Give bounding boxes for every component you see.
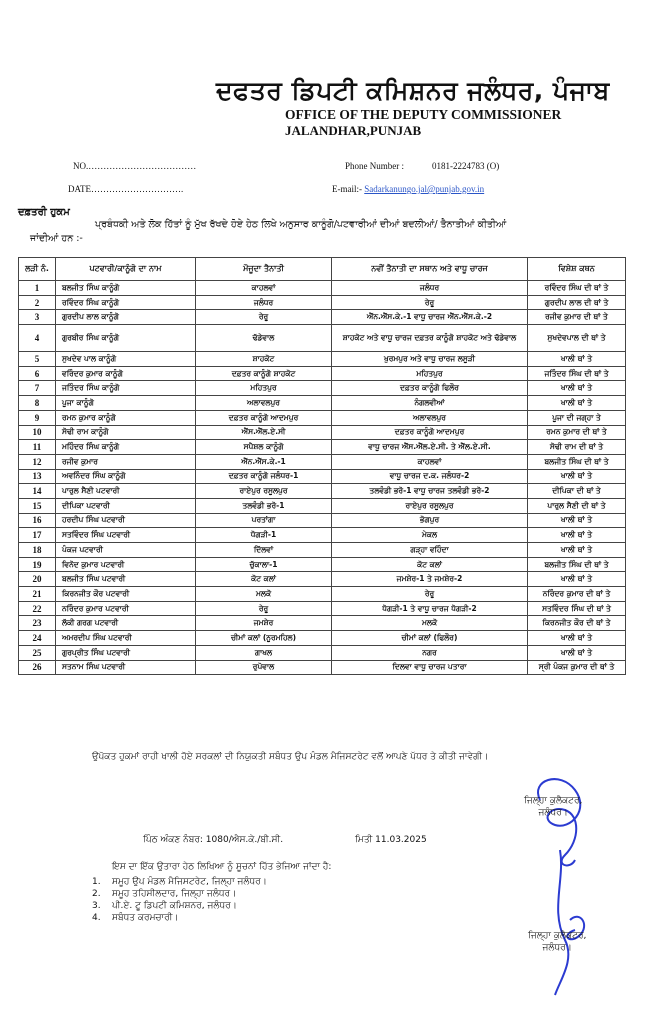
current-posting-cell: ਦਫ਼ਤਰ ਕਾਨੂੰਗੋ ਆਦਮਪੁਰ: [196, 410, 332, 425]
remarks-cell: ਖਾਲੀ ਥਾਂ ਤੇ: [528, 513, 626, 528]
serial-cell: 13: [19, 469, 56, 484]
serial-cell: 24: [19, 631, 56, 646]
list-item: 3. ਪੀ.ਏ. ਟੂ ਡਿਪਟੀ ਕਮਿਸ਼ਨਰ, ਜਲੰਧਰ।: [92, 901, 237, 911]
current-posting-cell: ਦਿੱਲਵਾਂ: [196, 543, 332, 558]
table-row: [19, 543, 626, 558]
serial-cell: 12: [19, 454, 56, 469]
header-serial: ਲੜੀ ਨੰ.: [19, 258, 56, 281]
name-cell: ਅਵਨਿੰਦਰ ਸਿੰਘ ਕਾਨੂੰਗੋ: [56, 469, 196, 484]
new-posting-cell: ਮਹਿਤਪੁਰ: [332, 366, 528, 381]
letter-number: NO.………………………………: [73, 161, 197, 171]
new-posting-cell: ਐੱਨ.ਐੱਸ.ਕੇ.-1 ਵਾਧੂ ਚਾਰਜ ਐੱਨ.ਐੱਸ.ਕੇ.-2: [332, 310, 528, 325]
remarks-cell: ਪੂਜਾ ਦੀ ਜਗ੍ਹਾ ਤੇ: [528, 410, 626, 425]
name-cell: ਬਲਜੀਤ ਸਿੰਘ ਕਾਨੂੰਗੋ: [56, 281, 196, 296]
remarks-cell: ਰਵਿੰਦਰ ਸਿੰਘ ਦੀ ਥਾਂ ਤੇ: [528, 281, 626, 296]
new-posting-cell: ਜਮਸ਼ੇਰ-1 ਤੇ ਜਮਸ਼ੇਰ-2: [332, 572, 528, 587]
current-posting-cell: ਤਲਵੰਡੀ ਭਰੋ-1: [196, 498, 332, 513]
name-cell: ਰਵਿੰਦਰ ਸਿੰਘ ਕਾਨੂੰਗੋ: [56, 295, 196, 310]
remarks-cell: ਖਾਲੀ ਥਾਂ ਤੇ: [528, 645, 626, 660]
table-row: [19, 587, 626, 602]
current-posting-cell: ਸ਼ਾਹਕੋਟ: [196, 352, 332, 367]
current-posting-cell: ਜਲੰਧਰ: [196, 295, 332, 310]
header-new-posting: ਨਵੀਂ ਤੈਨਾਤੀ ਦਾ ਸਥਾਨ ਅਤੇ ਵਾਧੂ ਚਾਰਜ: [332, 258, 528, 281]
remarks-cell: ਰਮਨ ਕੁਮਾਰ ਦੀ ਥਾਂ ਤੇ: [528, 425, 626, 440]
new-posting-cell: ਤਲਵੰਡੀ ਭਰੋ-1 ਵਾਧੂ ਚਾਰਜ ਤਲਵੰਡੀ ਭਰੋ-2: [332, 484, 528, 499]
signature-title: ਜਿਲ੍ਹਾ ਕੁਲੈਕਟਰ,: [524, 796, 583, 806]
new-posting-cell: ਕੋਟ ਕਲਾਂ: [332, 557, 528, 572]
serial-cell: 23: [19, 616, 56, 631]
current-posting-cell: ਚੀਮਾਂ ਕਲਾਂ (ਨੂਰਮਹਿਲ): [196, 631, 332, 646]
serial-cell: 25: [19, 645, 56, 660]
signature-block: [524, 795, 582, 819]
current-posting-cell: ਐੱਨ.ਐੱਸ.ਕੇ.-1: [196, 454, 332, 469]
remarks-cell: ਪਾਰੁਲ ਸੈਣੀ ਦੀ ਥਾਂ ਤੇ: [528, 498, 626, 513]
new-posting-cell: ਚੀਮਾਂ ਕਲਾਂ (ਫਿਲੌਰ): [332, 631, 528, 646]
table-row: [19, 281, 626, 296]
name-cell: ਲੱਕੀ ਗਰਗ ਪਟਵਾਰੀ: [56, 616, 196, 631]
serial-cell: 26: [19, 660, 56, 675]
email-label: E-mail:-: [332, 184, 362, 194]
serial-cell: 21: [19, 587, 56, 602]
signature-place-2: ਜਲੰਧਰ।: [542, 943, 572, 953]
new-posting-cell: ਖੁਰਮਪੁਰ ਅਤੇ ਵਾਧੂ ਚਾਰਜ ਲਸੂੜੀ: [332, 352, 528, 367]
name-cell: ਜਤਿੰਦਰ ਸਿੰਘ ਕਾਨੂੰਗੋ: [56, 381, 196, 396]
table-row: [19, 366, 626, 381]
remarks-cell: ਸੋਢੀ ਰਾਮ ਦੀ ਥਾਂ ਤੇ: [528, 440, 626, 455]
order-heading: ਦਫ਼ਤਰੀ ਹੁਕਮ: [18, 207, 70, 218]
current-posting-cell: ਜਮਸ਼ੇਰ: [196, 616, 332, 631]
new-posting-cell: ਨੰਗਲਵੀਆਂ: [332, 396, 528, 411]
office-title-english: OFFICE OF THE DEPUTY COMMISSIONER: [285, 107, 562, 122]
transfer-table: [18, 257, 626, 675]
current-posting-cell: ਚੁੱਕਾਲਾ-1: [196, 557, 332, 572]
serial-cell: 17: [19, 528, 56, 543]
remarks-cell: ਖਾਲੀ ਥਾਂ ਤੇ: [528, 572, 626, 587]
current-posting-cell: ਰੁਪੋਵਾਲ: [196, 660, 332, 675]
table-row: [19, 425, 626, 440]
phone-value: 0181-2224783 (O): [432, 161, 500, 171]
serial-cell: 3: [19, 310, 56, 325]
table-row: [19, 454, 626, 469]
new-posting-cell: ਮਲਕੋ: [332, 616, 528, 631]
remarks-cell: ਰਜੀਵ ਕੁਮਾਰ ਦੀ ਥਾਂ ਤੇ: [528, 310, 626, 325]
table-header-row: [19, 258, 626, 281]
new-posting-cell: ਦਿਲਵਾ ਵਾਧੂ ਚਾਰਜ ਪਤਾਰਾ: [332, 660, 528, 675]
name-cell: ਸੋਢੀ ਰਾਮ ਕਾਨੂੰਗੋ: [56, 425, 196, 440]
current-posting-cell: ਰਾਏਪੁਰ ਰਸੂਲਪੁਰ: [196, 484, 332, 499]
table-row: [19, 381, 626, 396]
serial-cell: 6: [19, 366, 56, 381]
remarks-cell: ਬਲਜੀਤ ਸਿੰਘ ਦੀ ਥਾਂ ਤੇ: [528, 557, 626, 572]
current-posting-cell: ਦਫ਼ਤਰ ਕਾਨੂੰਗੋ ਸ਼ਾਹਕੋਟ: [196, 366, 332, 381]
name-cell: ਰਮਨ ਕੁਮਾਰ ਕਾਨੂੰਗੋ: [56, 410, 196, 425]
name-cell: ਨਰਿੰਦਰ ਕੁਮਾਰ ਪਟਵਾਰੀ: [56, 601, 196, 616]
list-item: 1. ਸਮੂਹ ਉਪ ਮੰਡਲ ਮੈਜਿਸਟਰੇਟ, ਜਿਲ੍ਹਾ ਜਲੰਧਰ।: [92, 877, 267, 887]
remarks-cell: ਸੁਖਦੇਵਪਾਲ ਦੀ ਥਾਂ ਤੇ: [528, 325, 626, 352]
signature-place: ਜਲੰਧਰ।: [538, 808, 568, 818]
name-cell: ਅਮਰਦੀਪ ਸਿੰਘ ਪਟਵਾਰੀ: [56, 631, 196, 646]
letter-date: DATE………………………….: [68, 184, 184, 194]
remarks-cell: ਦੀਪਿਕਾ ਦੀ ਥਾਂ ਤੇ: [528, 484, 626, 499]
serial-cell: 16: [19, 513, 56, 528]
table-row: [19, 310, 626, 325]
current-posting-cell: ਰੇਰੂ: [196, 601, 332, 616]
table-row: [19, 396, 626, 411]
current-posting-cell: ਕੋਟ ਕਲਾਂ: [196, 572, 332, 587]
name-cell: ਪੂਜਾ ਕਾਨੂੰਗੋ: [56, 396, 196, 411]
table-row: [19, 440, 626, 455]
current-posting-cell: ਰੇਰੂ: [196, 310, 332, 325]
email-link[interactable]: Sadarkanungo.jal@punjab.gov.in: [364, 184, 485, 194]
table-row: [19, 469, 626, 484]
name-cell: ਗੁਰਬੀਰ ਸਿੰਘ ਕਾਨੂੰਗੋ: [56, 325, 196, 352]
remarks-cell: ਕਿਰਨਜੀਤ ਕੌਰ ਦੀ ਥਾਂ ਤੇ: [528, 616, 626, 631]
table-row: [19, 295, 626, 310]
copy-list: [92, 876, 267, 924]
table-row: [19, 513, 626, 528]
name-cell: ਸੁਖਦੇਵ ਪਾਲ ਕਾਨੂੰਗੋ: [56, 352, 196, 367]
current-posting-cell: ਧੋਗੜੀ-1: [196, 528, 332, 543]
current-posting-cell: ਮਲਕੋ: [196, 587, 332, 602]
new-posting-cell: ਨਗਰ: [332, 645, 528, 660]
name-cell: ਸਤਵਿੰਦਰ ਸਿੰਘ ਪਟਵਾਰੀ: [56, 528, 196, 543]
remarks-cell: ਖਾਲੀ ਥਾਂ ਤੇ: [528, 352, 626, 367]
table-row: [19, 572, 626, 587]
new-posting-cell: ਮੇਕਲ: [332, 528, 528, 543]
table-row: [19, 528, 626, 543]
remarks-cell: ਖਾਲੀ ਥਾਂ ਤੇ: [528, 381, 626, 396]
serial-cell: 8: [19, 396, 56, 411]
footer-note: ਉਪੋਕਤ ਹੁਕਮਾਂ ਰਾਹੀ ਖਾਲੀ ਹੋਏ ਸਰਕਲਾਂ ਦੀ ਨਿਯੁਕਤੀ ਸਬੰਧਤ ਉਪ ਮੰਡਲ ਮੈਜਿਸਟਰੇਟ ਵਲੋਂ ਆਪਣੇ ਪੱਧਰ ਤੇ ਕੀਤੀ ਜਾਵੇਗੀ।: [92, 752, 489, 762]
new-posting-cell: ਰੇਰੂ: [332, 295, 528, 310]
signature-block-2: [528, 930, 586, 954]
remarks-cell: ਸ੍ਰੀ ਪੰਕਜ ਕੁਮਾਰ ਦੀ ਥਾਂ ਤੇ: [528, 660, 626, 675]
name-cell: ਬਲਜੀਤ ਸਿੰਘ ਪਟਵਾਰੀ: [56, 572, 196, 587]
new-posting-cell: ਸ਼ਾਹਕੋਟ ਅਤੇ ਵਾਧੂ ਚਾਰਜ ਦਫ਼ਤਰ ਕਾਨੂੰਗੋ ਸ਼ਾਹਕੋਟ ਅਤੇ ਢੱਡੇਵਾਲ: [332, 325, 528, 352]
remarks-cell: ਖਾਲੀ ਥਾਂ ਤੇ: [528, 528, 626, 543]
endorsement-number: ਪਿੰਠ ਅੰਕਣ ਨੰਬਰ: 1080/ਐਸ.ਕੇ./ਬੀ.ਸੀ.: [143, 835, 284, 845]
remarks-cell: ਖਾਲੀ ਥਾਂ ਤੇ: [528, 469, 626, 484]
serial-cell: 10: [19, 425, 56, 440]
serial-cell: 4: [19, 325, 56, 352]
table-row: [19, 410, 626, 425]
table-row: [19, 498, 626, 513]
email-row: [332, 184, 484, 194]
remarks-cell: ਜਤਿੰਦਰ ਸਿੰਘ ਦੀ ਥਾਂ ਤੇ: [528, 366, 626, 381]
name-cell: ਗੁਰਦੀਪ ਲਾਲ ਕਾਨੂੰਗੋ: [56, 310, 196, 325]
table-row: [19, 352, 626, 367]
current-posting-cell: ਦਫ਼ਤਰ ਕਾਨੂੰਗੋ ਜਲੰਧਰ-1: [196, 469, 332, 484]
remarks-cell: ਨਰਿੰਦਰ ਕੁਮਾਰ ਦੀ ਥਾਂ ਤੇ: [528, 587, 626, 602]
copy-intro: ਇਸ ਦਾ ਇੱਕ ਉਤਾਰਾ ਹੇਠ ਲਿਖਿਆ ਨੂੰ ਸੂਚਨਾਂ ਹਿੱਤ ਭੇਜਿਆ ਜਾਂਦਾ ਹੈ:: [112, 862, 332, 872]
new-posting-cell: ਅਲਾਵਲਪੁਰ: [332, 410, 528, 425]
name-cell: ਵਰਿੰਦਰ ਕੁਮਾਰ ਕਾਨੂੰਗੋ: [56, 366, 196, 381]
name-cell: ਦੀਪਿਕਾ ਪਟਵਾਰੀ: [56, 498, 196, 513]
order-intro: ਪ੍ਰਬੰਧਕੀ ਅਤੇ ਲੋਕ ਹਿੱਤਾਂ ਨੂੰ ਮੁੱਖ ਰੱਖਦੇ ਹੋਏ ਹੇਠ ਲਿਖੇ ਅਨੁਸਾਰ ਕਾਨੂੰਗੋ/ਪਟਵਾਰੀਆਂ ਦੀਆਂ ਬਦਲੀਆਂ/ ਤੈਨਾਤੀਆਂ ਕੀਤੀਆਂ: [95, 219, 507, 230]
signature-title-2: ਜਿਲ੍ਹਾ ਕੁਲੈਕਟਰ,: [528, 931, 587, 941]
current-posting-cell: ਕਾਹਲਵਾਂ: [196, 281, 332, 296]
name-cell: ਵਿਨੋਦ ਕੁਮਾਰ ਪਟਵਾਰੀ: [56, 557, 196, 572]
name-cell: ਪੰਕਜ ਪਟਵਾਰੀ: [56, 543, 196, 558]
new-posting-cell: ਜਲੰਧਰ: [332, 281, 528, 296]
serial-cell: 19: [19, 557, 56, 572]
current-posting-cell: ਪਰਤਾਂਗਾ: [196, 513, 332, 528]
remarks-cell: ਸਤਵਿੰਦਰ ਸਿੰਘ ਦੀ ਥਾਂ ਤੇ: [528, 601, 626, 616]
name-cell: ਹਰਦੀਪ ਸਿੰਘ ਪਟਵਾਰੀ: [56, 513, 196, 528]
current-posting-cell: ਐੱਸ.ਐੱਲ.ਏ.ਸੀ: [196, 425, 332, 440]
name-cell: ਮਹਿੰਦਰ ਸਿੰਘ ਕਾਨੂੰਗੋ: [56, 440, 196, 455]
table-row: [19, 557, 626, 572]
serial-cell: 18: [19, 543, 56, 558]
new-posting-cell: ਦਫ਼ਤਰ ਕਾਨੂੰਗੋ ਫਿਲੌਰ: [332, 381, 528, 396]
new-posting-cell: ਭੋਗਪੁਰ: [332, 513, 528, 528]
table-row: [19, 616, 626, 631]
name-cell: ਸਤਨਾਮ ਸਿੰਘ ਪਟਵਾਰੀ: [56, 660, 196, 675]
serial-cell: 5: [19, 352, 56, 367]
endorsement-date: ਮਿਤੀ 11.03.2025: [355, 835, 427, 845]
new-posting-cell: ਧੋਗੜੀ-1 ਤੇ ਵਾਧੂ ਚਾਰਜ ਧੋਗੜੀ-2: [332, 601, 528, 616]
table-row: [19, 631, 626, 646]
table-row: [19, 601, 626, 616]
remarks-cell: ਬਲਜੀਤ ਸਿੰਘ ਦੀ ਥਾਂ ਤੇ: [528, 454, 626, 469]
current-posting-cell: ਢੱਡੇਵਾਲ: [196, 325, 332, 352]
new-posting-cell: ਵਾਧੂ ਚਾਰਜ ਦ.ਕ. ਜਲੰਧਰ-2: [332, 469, 528, 484]
header-remarks: ਵਿਸ਼ੇਸ਼ ਕਥਨ: [528, 258, 626, 281]
table-row: [19, 325, 626, 352]
serial-cell: 2: [19, 295, 56, 310]
name-cell: ਗੁਰਪ੍ਰੀਤ ਸਿੰਘ ਪਟਵਾਰੀ: [56, 645, 196, 660]
current-posting-cell: ਮਹਿਤਪੁਰ: [196, 381, 332, 396]
remarks-cell: ਖਾਲੀ ਥਾਂ ਤੇ: [528, 631, 626, 646]
table-row: [19, 645, 626, 660]
serial-cell: 15: [19, 498, 56, 513]
list-item: 4. ਸਬੰਧਤ ਕਰਮਚਾਰੀ।: [92, 913, 179, 923]
new-posting-cell: ਦਫ਼ਤਰ ਕਾਨੂੰਗੋ ਆਦਮਪੁਰ: [332, 425, 528, 440]
current-posting-cell: ਸਪੈਸ਼ਲ ਕਾਨੂੰਗੋ: [196, 440, 332, 455]
current-posting-cell: ਅਲਾਵਲਪੁਰ: [196, 396, 332, 411]
name-cell: ਕਿਰਨਜੀਤ ਕੌਰ ਪਟਵਾਰੀ: [56, 587, 196, 602]
name-cell: ਰਜੀਵ ਕੁਮਾਰ: [56, 454, 196, 469]
table-row: [19, 660, 626, 675]
office-location: JALANDHAR,PUNJAB: [285, 123, 422, 138]
new-posting-cell: ਕਾਹਲਵਾਂ: [332, 454, 528, 469]
serial-cell: 1: [19, 281, 56, 296]
serial-cell: 20: [19, 572, 56, 587]
new-posting-cell: ਵਾਧੂ ਚਾਰਜ ਐੱਸ.ਐੱਲ.ਏ.ਸੀ. ਤੇ ਐੱਲ.ਏ.ਸੀ.: [332, 440, 528, 455]
serial-cell: 22: [19, 601, 56, 616]
phone-label: Phone Number :: [345, 161, 404, 171]
serial-cell: 7: [19, 381, 56, 396]
header-name: ਪਟਵਾਰੀ/ਕਾਨੂੰਗੋ ਦਾ ਨਾਮ: [56, 258, 196, 281]
serial-cell: 9: [19, 410, 56, 425]
list-item: 2. ਸਮੂਹ ਤਹਿਸੀਲਦਾਰ, ਜਿਲ੍ਹਾ ਜਲੰਧਰ।: [92, 889, 237, 899]
new-posting-cell: ਗੜ੍ਹਾ ਵਹਿੰਦਾ: [332, 543, 528, 558]
serial-cell: 11: [19, 440, 56, 455]
remarks-cell: ਖਾਲੀ ਥਾਂ ਤੇ: [528, 543, 626, 558]
name-cell: ਪਾਰੁਲ ਸੈਣੀ ਪਟਵਾਰੀ: [56, 484, 196, 499]
header-current-posting: ਮੌਜੂਦਾ ਤੈਨਾਤੀ: [196, 258, 332, 281]
new-posting-cell: ਰੇਰੂ: [332, 587, 528, 602]
table-row: [19, 484, 626, 499]
serial-cell: 14: [19, 484, 56, 499]
current-posting-cell: ਗਾਖਲ: [196, 645, 332, 660]
new-posting-cell: ਰਾਏਪੁਰ ਰਸੂਲਪੁਰ: [332, 498, 528, 513]
remarks-cell: ਗੁਰਦੀਪ ਲਾਲ ਦੀ ਥਾਂ ਤੇ: [528, 295, 626, 310]
office-title-punjabi: ਦਫਤਰ ਡਿਪਟੀ ਕਮਿਸ਼ਨਰ ਜਲੰਧਰ, ਪੰਜਾਬ: [216, 76, 610, 105]
order-intro-continued: ਜਾਂਦੀਆਂ ਹਨ :-: [30, 233, 83, 244]
remarks-cell: ਖਾਲੀ ਥਾਂ ਤੇ: [528, 396, 626, 411]
